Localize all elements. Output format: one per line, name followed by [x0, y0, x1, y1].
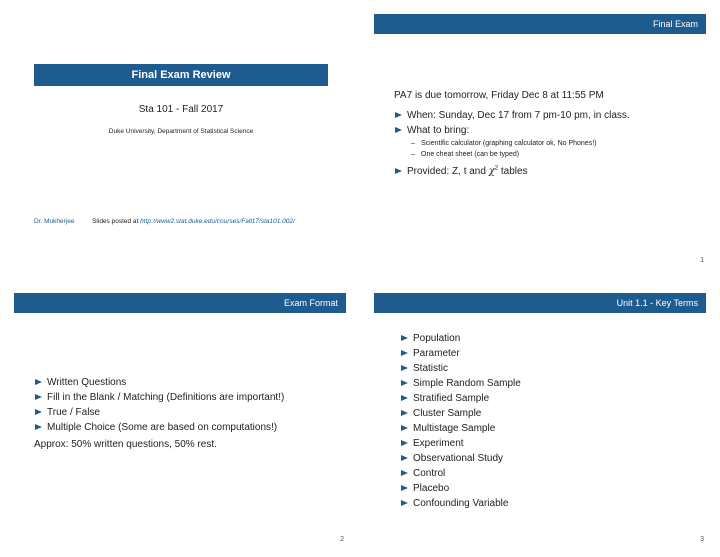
sub-list-item: – One cheat sheet (can be typed) [407, 149, 630, 160]
slide-header-title: Final Exam [652, 19, 698, 29]
page-number: 2 [340, 536, 344, 543]
list-item: Written Questions [34, 375, 284, 390]
list-item: Experiment [400, 436, 521, 451]
slide-header [374, 14, 706, 34]
sub-list-item: – Scientific calculator (graphing calculator ok, No Phones!) [407, 138, 630, 149]
chi-symbol: χ [488, 166, 495, 177]
terms-list [400, 331, 521, 511]
list-item [394, 123, 630, 160]
final-exam-slide [360, 0, 720, 278]
page-number: 1 [700, 257, 704, 264]
slide-title: Final Exam Review [34, 64, 328, 86]
footer [34, 218, 295, 225]
list-item: Population [400, 331, 521, 346]
list-item: Multiple Choice (Some are based on computations!) [34, 420, 284, 435]
slide-header-title: Exam Format [283, 298, 338, 308]
footer-author: Dr. Mukherjee [34, 218, 75, 225]
list-item: Multistage Sample [400, 421, 521, 436]
slide-header-title: Unit 1.1 - Key Terms [616, 298, 698, 308]
list-item: Stratified Sample [400, 391, 521, 406]
list-item: When: Sunday, Dec 17 from 7 pm-10 pm, in class. [394, 108, 630, 123]
list-item: Statistic [400, 361, 521, 376]
list-item: Simple Random Sample [400, 376, 521, 391]
list-item: Placebo [400, 481, 521, 496]
list-item: Fill in the Blank / Matching (Definitions are important!) [34, 390, 284, 405]
title-slide [0, 0, 360, 278]
list-item: Parameter [400, 346, 521, 361]
what-to-bring-label: What to bring: [407, 125, 470, 136]
affiliation: Duke University, Department of Statistical Science [108, 128, 254, 135]
exam-details-list [394, 108, 630, 179]
chi-exponent: 2 [494, 165, 499, 172]
format-list [34, 375, 284, 435]
key-terms-slide [360, 279, 720, 557]
list-item: Control [400, 466, 521, 481]
format-note: Approx: 50% written questions, 50% rest. [34, 439, 217, 450]
course-subtitle: Sta 101 - Fall 2017 [138, 104, 224, 115]
list-item: True / False [34, 405, 284, 420]
due-notice: PA7 is due tomorrow, Friday Dec 8 at 11:55 PM [394, 90, 604, 101]
list-item: Cluster Sample [400, 406, 521, 421]
footer-url[interactable]: http://www2.stat.duke.edu/courses/Fall17/sta101.002/ [140, 218, 295, 225]
list-item [394, 164, 630, 179]
provided-suffix: tables [500, 166, 528, 177]
bring-list [407, 138, 630, 160]
footer-prefix: Slides posted at [92, 218, 139, 225]
slide-header [14, 293, 346, 313]
slide-header [374, 293, 706, 313]
list-item: Confounding Variable [400, 496, 521, 511]
exam-format-slide [0, 279, 360, 557]
list-item: Observational Study [400, 451, 521, 466]
page-number: 3 [700, 536, 704, 543]
provided-prefix: Provided: Z, t and [407, 166, 486, 177]
